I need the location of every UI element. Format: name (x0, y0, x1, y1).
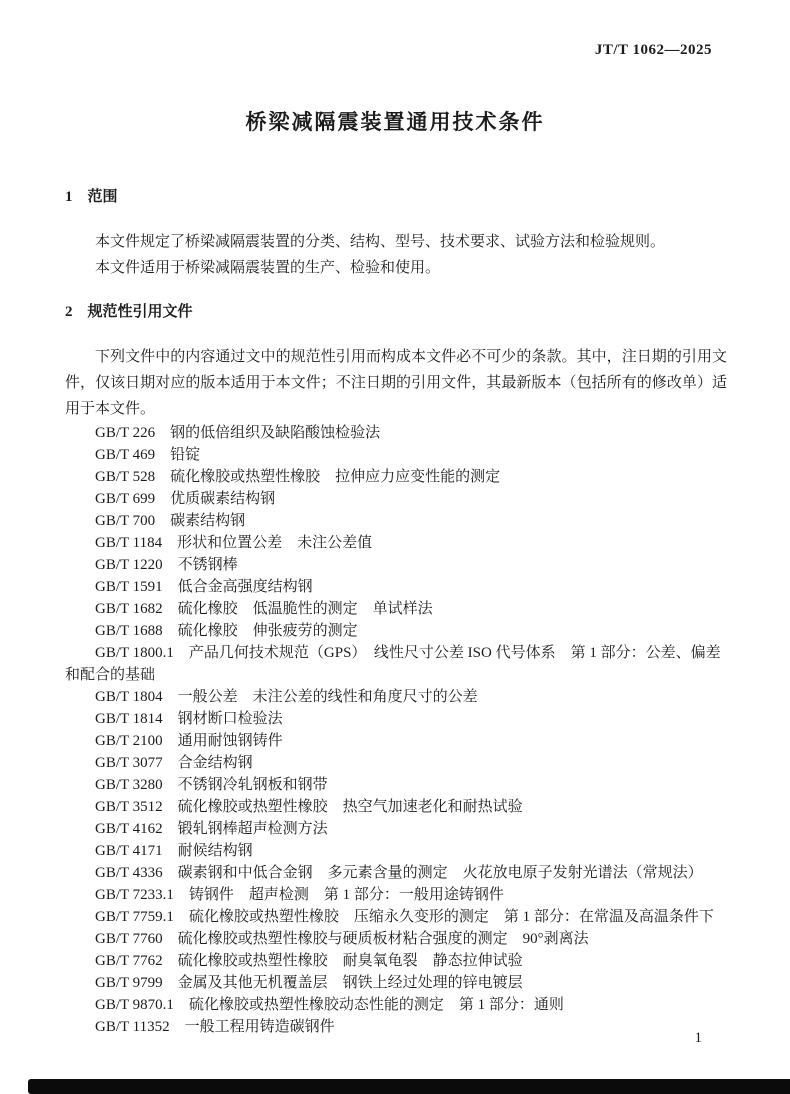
reference-item: GB/T 1184 形状和位置公差 未注公差值 (95, 535, 373, 551)
reference-item: GB/T 1682 硫化橡胶 低温脆性的测定 单试样法 (95, 601, 433, 617)
paragraph: 本文件规定了桥梁减隔震装置的分类、结构、型号、技术要求、试验方法和检验规则。 (95, 234, 666, 250)
reference-item: GB/T 1814 钢材断口检验法 (95, 711, 283, 727)
reference-item: GB/T 7760 硫化橡胶或热塑性橡胶与硬质板材粘合强度的测定 90°剥离法 (95, 931, 589, 947)
reference-item: GB/T 9870.1 硫化橡胶或热塑性橡胶动态性能的测定 第 1 部分：通则 (95, 997, 564, 1013)
reference-item: GB/T 1688 硫化橡胶 伸张疲劳的测定 (95, 623, 358, 639)
doc-number: JT/T 1062—2025 (594, 42, 712, 58)
reference-item: GB/T 1804 一般公差 未注公差的线性和角度尺寸的公差 (95, 689, 478, 705)
reference-item: GB/T 3077 合金结构钢 (95, 755, 253, 771)
reference-item: GB/T 1591 低合金高强度结构钢 (95, 579, 313, 595)
reference-item: GB/T 4162 锻轧钢棒超声检测方法 (95, 821, 328, 837)
reference-item: GB/T 7762 硫化橡胶或热塑性橡胶 耐臭氧龟裂 静态拉伸试验 (95, 953, 523, 969)
reference-item: GB/T 7759.1 硫化橡胶或热塑性橡胶 压缩永久变形的测定 第 1 部分：在常温及高温条件下 (95, 909, 714, 925)
reference-item: GB/T 528 硫化橡胶或热塑性橡胶 拉伸应力应变性能的测定 (95, 469, 501, 485)
reference-item: GB/T 3512 硫化橡胶或热塑性橡胶 热空气加速老化和耐热试验 (95, 799, 523, 815)
reference-item: GB/T 1220 不锈钢棒 (95, 557, 238, 573)
section (65, 188, 727, 281)
reference-item: GB/T 1800.1 产品几何技术规范（GPS） 线性尺寸公差 ISO 代号体系 第 1 部分：公差、偏差和配合的基础 (65, 645, 721, 683)
reference-item: GB/T 4336 碳素钢和中低合金钢 多元素含量的测定 火花放电原子发射光谱法（常规法） (95, 865, 703, 881)
scan-edge-bar (28, 1079, 790, 1094)
reference-item: GB/T 226 钢的低倍组织及缺陷酸蚀检验法 (95, 425, 381, 441)
reference-item: GB/T 9799 金属及其他无机覆盖层 钢铁上经过处理的锌电镀层 (95, 975, 523, 991)
section (65, 303, 727, 1038)
reference-item: GB/T 700 碳素结构钢 (95, 513, 246, 529)
paragraph: 本文件适用于桥梁减隔震装置的生产、检验和使用。 (95, 260, 441, 276)
page-number: 1 (694, 1030, 702, 1046)
section-heading: 1 范围 (65, 189, 118, 205)
reference-item: GB/T 699 优质碳素结构钢 (95, 491, 276, 507)
reference-item: GB/T 3280 不锈钢冷轧钢板和钢带 (95, 777, 328, 793)
section-heading: 2 规范性引用文件 (65, 304, 193, 320)
reference-item: GB/T 469 铅锭 (95, 447, 201, 463)
document-body (65, 188, 727, 1038)
paragraph: 下列文件中的内容通过文中的规范性引用而构成本文件必不可少的条款。其中，注日期的引用文件，仅该日期对应的版本适用于本文件；不注日期的引用文件，其最新版本（包括所有的修改单）适用于本文件。 (65, 349, 727, 417)
reference-item: GB/T 4171 耐候结构钢 (95, 843, 253, 859)
reference-item: GB/T 7233.1 铸钢件 超声检测 第 1 部分：一般用途铸钢件 (95, 887, 504, 903)
reference-item: GB/T 2100 通用耐蚀钢铸件 (95, 733, 283, 749)
page-title: 桥梁减隔震装置通用技术条件 (245, 110, 545, 134)
reference-item: GB/T 11352 一般工程用铸造碳钢件 (95, 1019, 335, 1035)
